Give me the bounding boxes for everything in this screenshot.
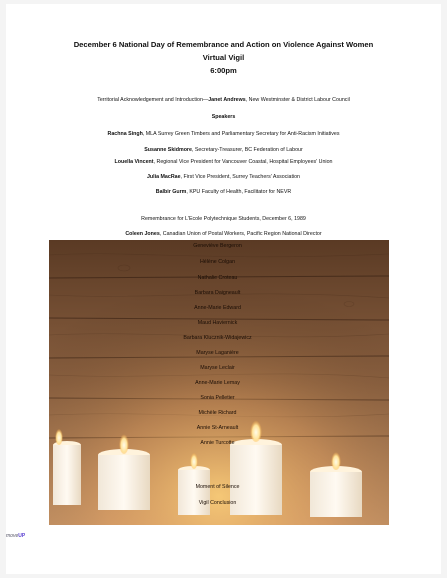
victim-name: Geneviève Bergeron [193,243,242,249]
moveup-logo: moveUP [6,533,26,539]
speaker-line: Louella Vincent, Regional Vice President for Vancouver Coastal, Hospital Employees' Union [114,159,333,165]
victim-name: Maryse Leclair [200,365,235,371]
victim-name: Maryse Laganière [196,350,239,356]
speaker-line: Rachna Singh, MLA Surrey Green Timbers and Parliamentary Secretary for Anti-Racism Initiatives [107,131,340,137]
victim-name: Barbara Klucznik-Widajewicz [183,335,252,341]
reader-line: Coleen Jones, Canadian Union of Postal Workers, Pacific Region National Director [125,231,322,237]
victim-name: Nathalie Croteau [197,275,238,281]
victim-name: Barbara Daigneault [194,290,241,296]
speaker-line: Susanne Skidmore, Secretary-Treasurer, BC Federation of Labour [144,147,303,153]
victim-name: Sonia Pelletier [200,395,235,401]
speaker-line: Balbir Gurm, KPU Faculty of Health, Facilitator for NEVR [155,189,292,195]
moment-of-silence: Moment of Silence [195,484,240,490]
victim-name: Hélène Colgan [199,259,236,265]
victim-name: Anne-Marie Lemay [195,380,240,386]
remembrance-heading: Remembrance for L'Ecole Polytechnique Students, December 6, 1989 [141,216,306,222]
victim-name: Anne-Marie Edward [194,305,241,311]
victim-name: Annie St-Arneault [196,425,239,431]
event-time: 6:00pm [210,66,237,75]
acknowledgement-line: Territorial Acknowledgement and Introduction—Janet Andrews, New Westminster & District Labour Council [97,97,350,103]
victim-name: Maud Haviernick [197,320,238,326]
event-title: December 6 National Day of Remembrance and Action on Violence Against Women [73,40,374,49]
vigil-conclusion: Vigil Conclusion [198,500,237,506]
speaker-line: Julia MacRae, First Vice President, Surrey Teachers' Association [146,174,301,180]
event-subtitle: Virtual Vigil [202,53,245,62]
acknowledgement-name: Janet Andrews [208,97,246,103]
victim-name: Michèle Richard [198,410,237,416]
victim-name: Annie Turcotte [200,440,235,446]
speakers-heading: Speakers [211,114,236,120]
